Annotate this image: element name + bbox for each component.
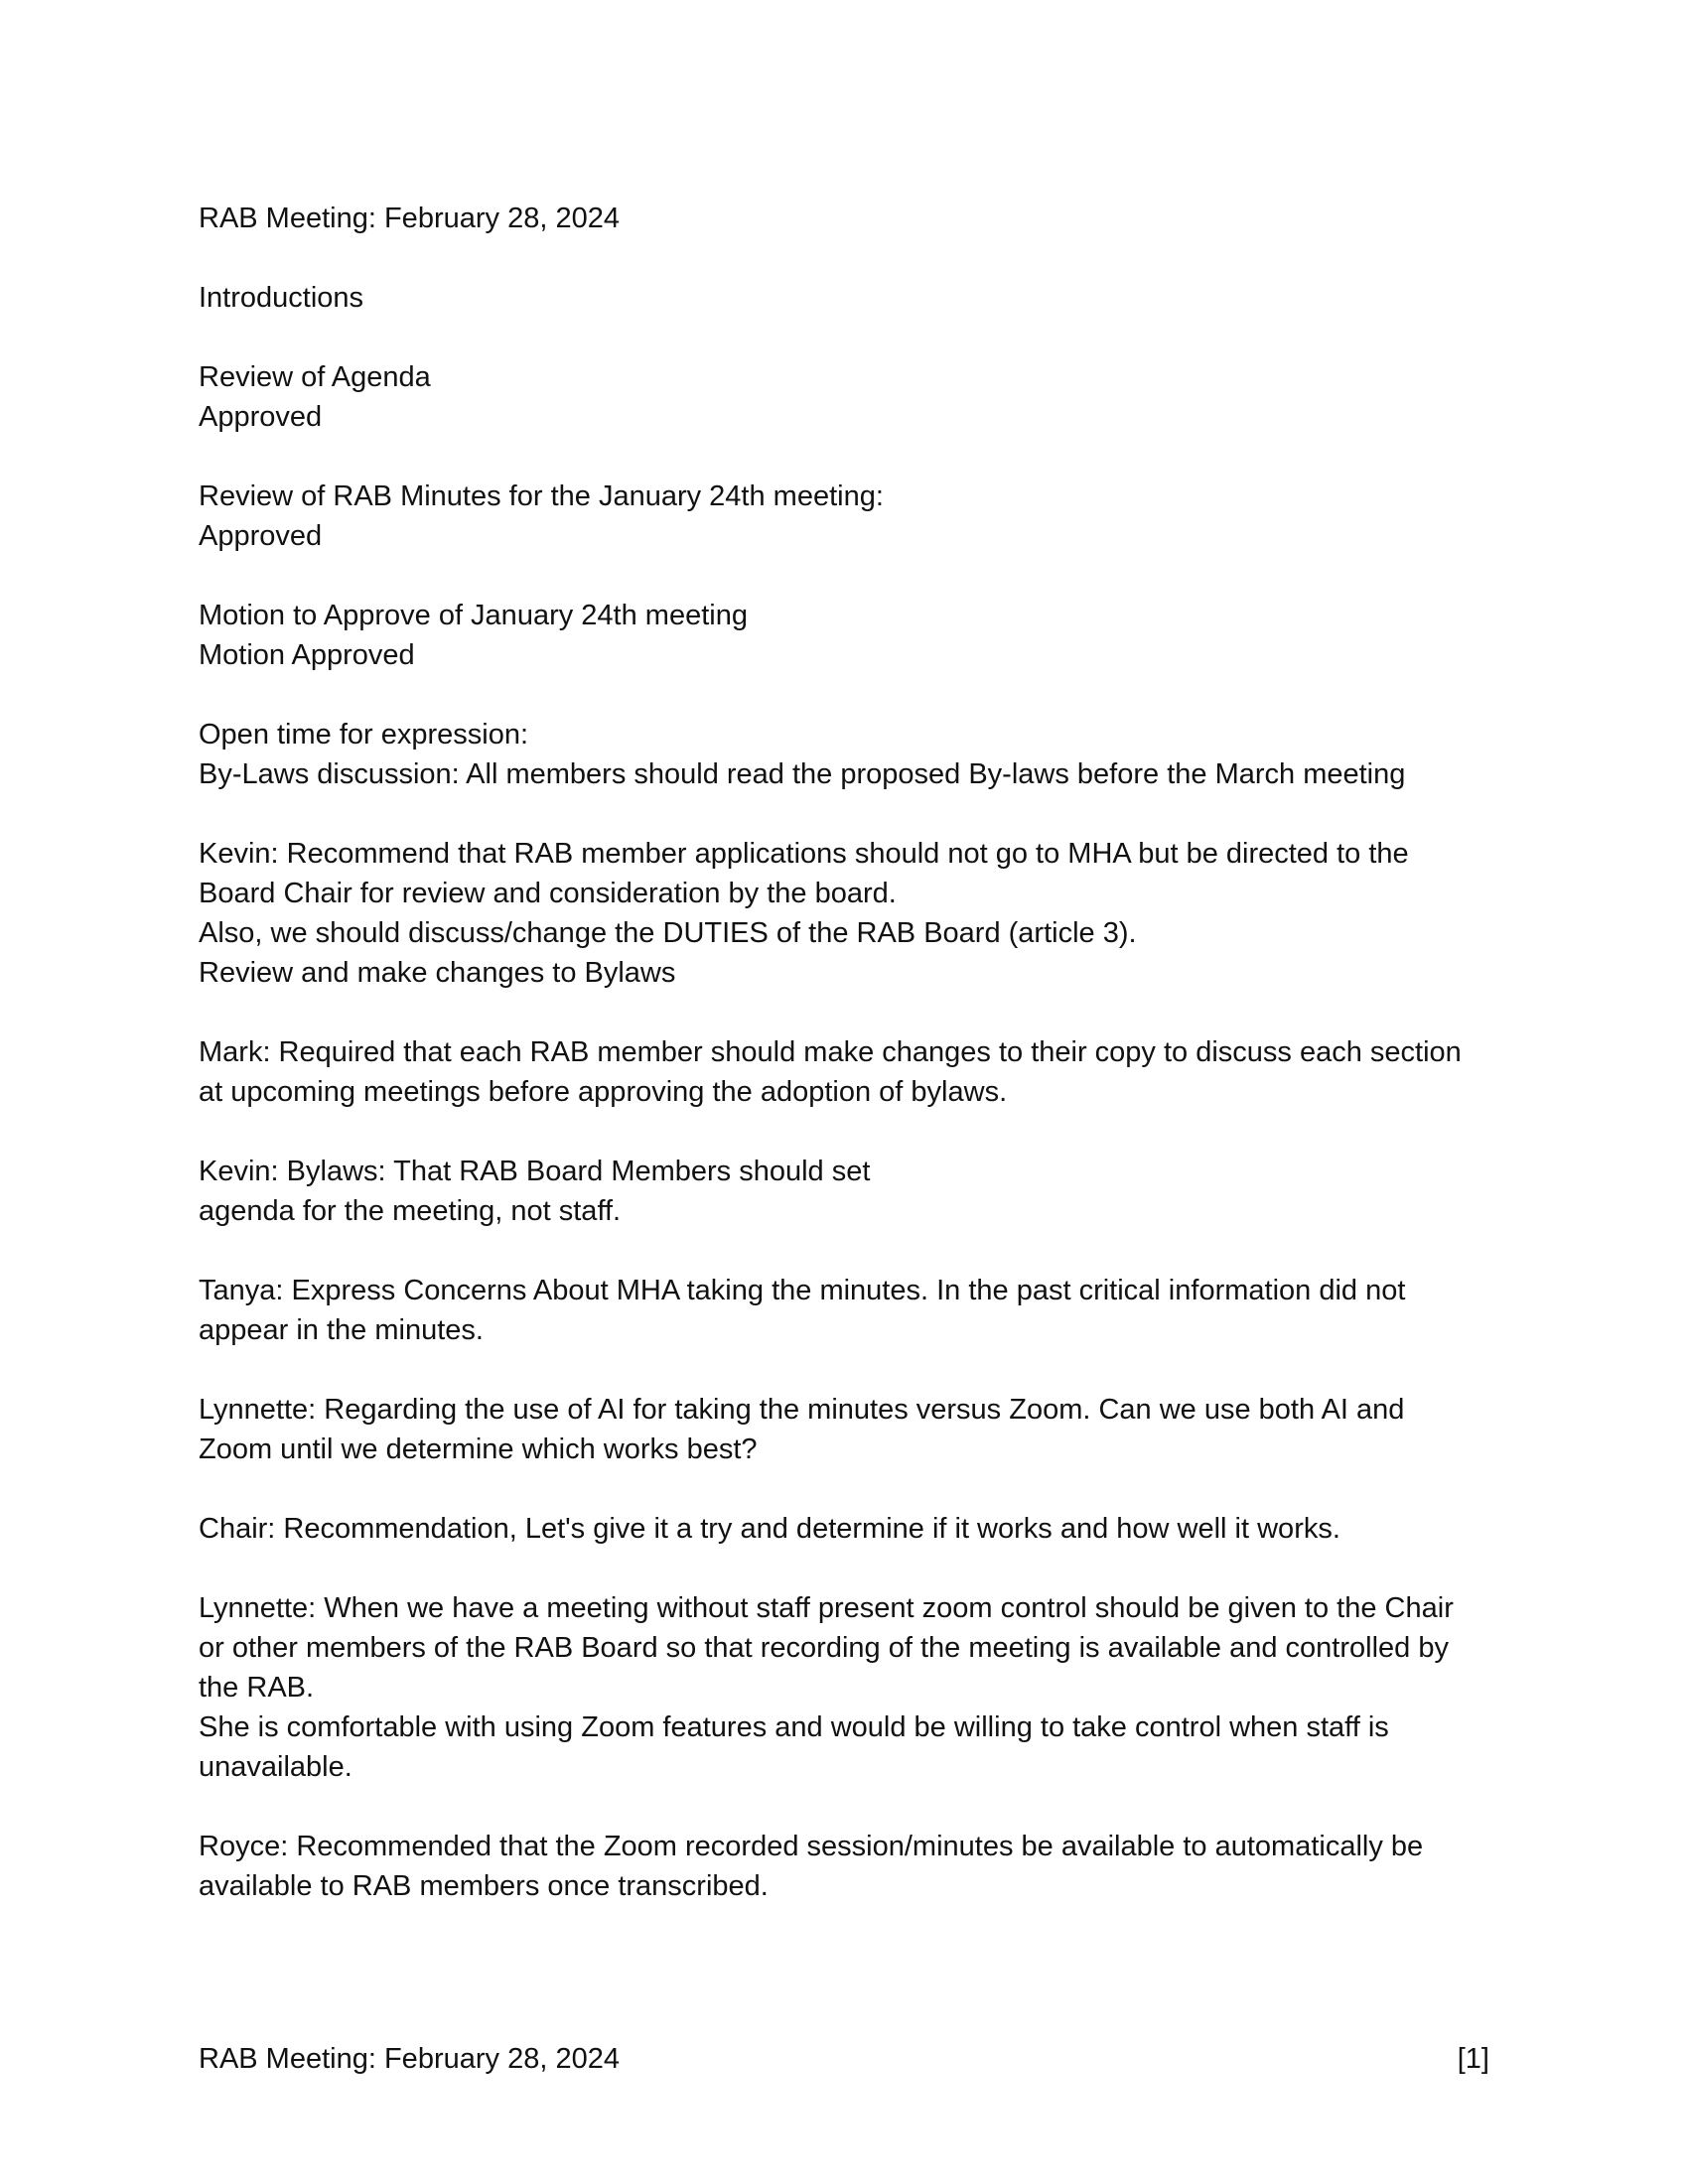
text-line: She is comfortable with using Zoom features and would be willing to take control when staff is: [199, 1711, 1389, 1743]
document-body: [199, 199, 1489, 1946]
text-line: Lynnette: When we have a meeting without staff present zoom control should be given to the Chair: [199, 1592, 1454, 1624]
text-line: Motion Approved: [199, 639, 415, 671]
text-line: Motion to Approve of January 24th meeting: [199, 600, 748, 631]
text-line: Chair: Recommendation, Let's give it a try and determine if it works and how well it works.: [199, 1513, 1340, 1545]
text-line: Also, we should discuss/change the DUTIES of the RAB Board (article 3).: [199, 917, 1137, 949]
text-line: agenda for the meeting, not staff.: [199, 1195, 622, 1227]
text-line: Mark: Required that each RAB member should make changes to their copy to discuss each section: [199, 1036, 1462, 1068]
text-line: Open time for expression:: [199, 719, 529, 751]
text-line: RAB Meeting: February 28, 2024: [199, 203, 620, 234]
paragraph: [199, 1509, 1489, 1549]
footer-title: RAB Meeting: February 28, 2024: [199, 2043, 620, 2075]
paragraph: [199, 1032, 1489, 1112]
text-line: Review of RAB Minutes for the January 24th meeting:: [199, 480, 884, 512]
paragraph: [199, 596, 1489, 675]
paragraph: [199, 1827, 1489, 1906]
text-line: at upcoming meetings before approving the adoption of bylaws.: [199, 1076, 1008, 1108]
text-line: Introductions: [199, 282, 364, 314]
text-line: available to RAB members once transcribed.: [199, 1870, 769, 1902]
text-line: appear in the minutes.: [199, 1314, 484, 1346]
text-line: unavailable.: [199, 1751, 352, 1783]
text-line: Review and make changes to Bylaws: [199, 957, 676, 989]
paragraph: [199, 199, 1489, 238]
text-line: Approved: [199, 401, 323, 433]
text-line: Approved: [199, 520, 323, 552]
text-line: or other members of the RAB Board so that recording of the meeting is available and controlled by: [199, 1632, 1449, 1664]
paragraph: [199, 477, 1489, 556]
text-line: By-Laws discussion: All members should read the proposed By-laws before the March meeting: [199, 758, 1406, 790]
paragraph: [199, 834, 1489, 993]
paragraph: [199, 1271, 1489, 1350]
paragraph: [199, 1390, 1489, 1469]
text-line: Kevin: Recommend that RAB member applications should not go to MHA but be directed to the: [199, 838, 1409, 870]
text-line: the RAB.: [199, 1672, 315, 1704]
paragraph: [199, 1588, 1489, 1787]
paragraph: [199, 357, 1489, 437]
text-line: Board Chair for review and consideration by the board.: [199, 878, 897, 909]
text-line: Zoom until we determine which works best?: [199, 1433, 758, 1465]
text-line: Lynnette: Regarding the use of AI for taking the minutes versus Zoom. Can we use both AI and: [199, 1394, 1405, 1426]
page-number: [1]: [1457, 2043, 1489, 2075]
paragraph: [199, 715, 1489, 794]
text-line: Kevin: Bylaws: That RAB Board Members should set: [199, 1156, 871, 1187]
page-footer: [199, 2039, 1489, 2079]
paragraph: [199, 1152, 1489, 1231]
text-line: Review of Agenda: [199, 361, 431, 393]
text-line: Royce: Recommended that the Zoom recorded session/minutes be available to automatically be: [199, 1831, 1424, 1862]
paragraph: [199, 278, 1489, 318]
text-line: Tanya: Express Concerns About MHA taking the minutes. In the past critical information did not: [199, 1275, 1406, 1306]
